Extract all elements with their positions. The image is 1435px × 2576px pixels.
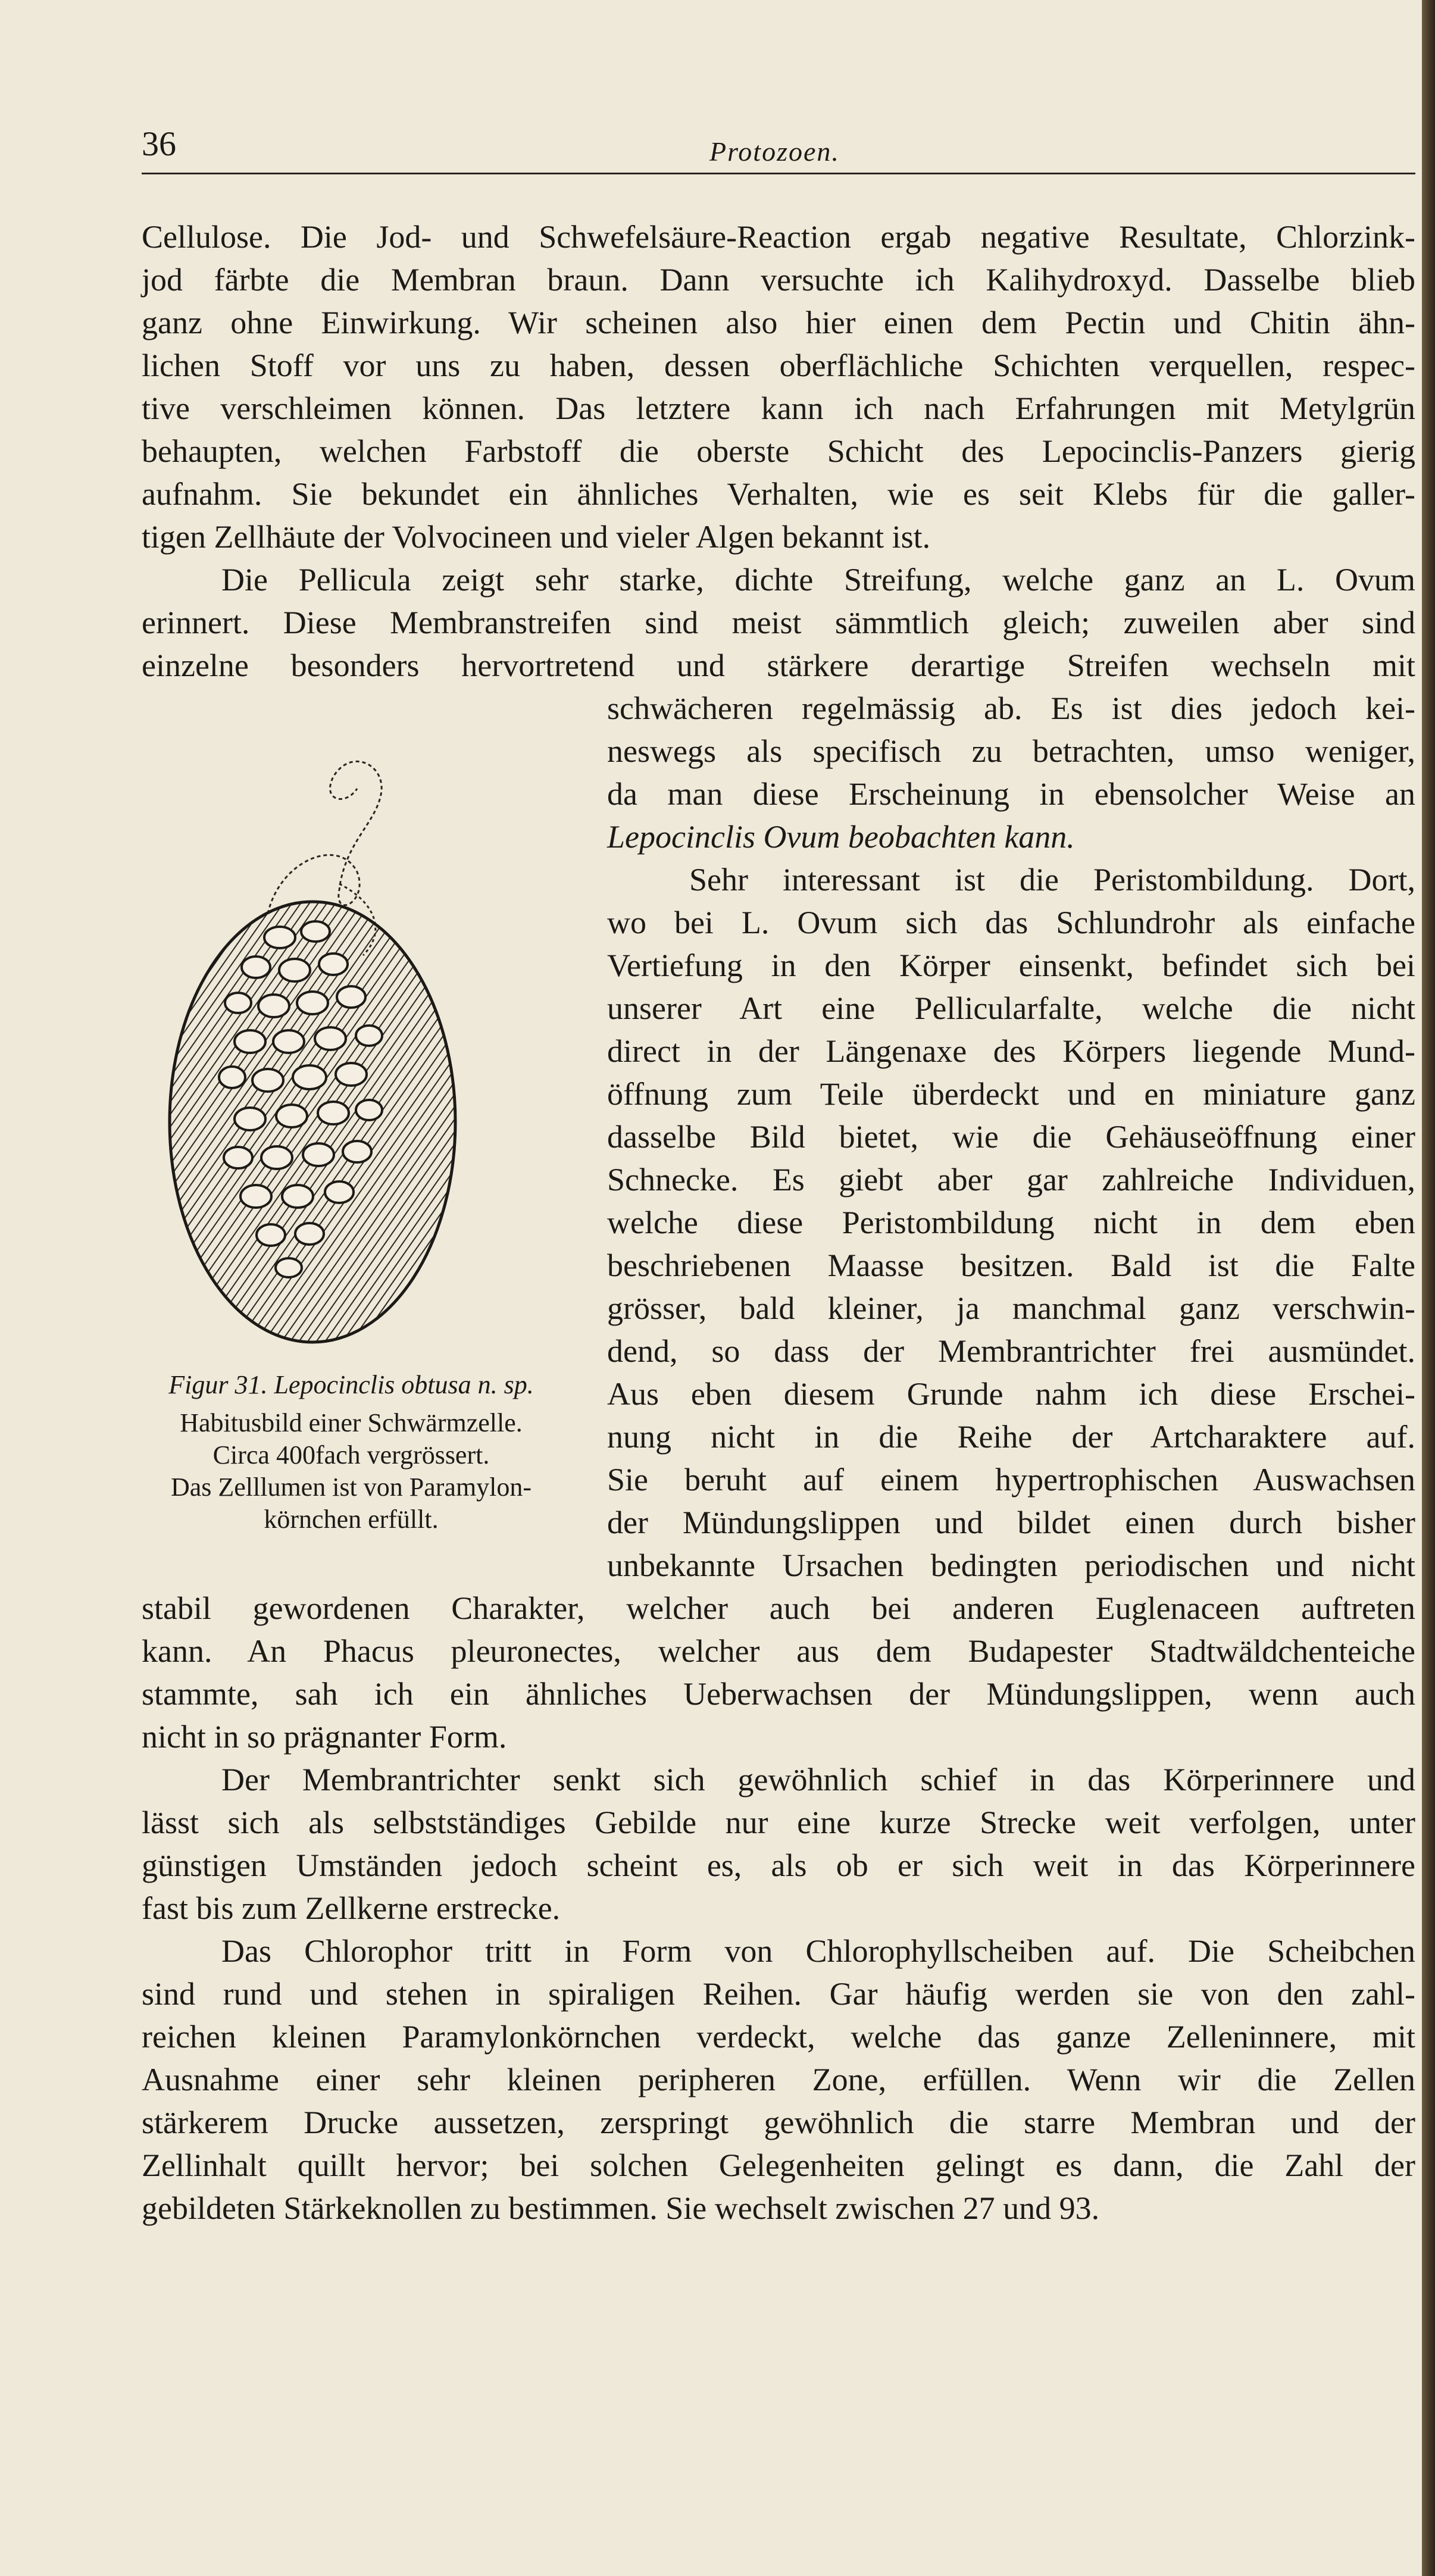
text-line: sind rund und stehen in spiraligen Reihen. Gar häufig werden sie von den zahl- — [142, 1976, 1415, 2012]
text-line: kann. An Phacus pleuronectes, welcher aus dem Budapester Stadtwäldchenteiche — [142, 1633, 1415, 1669]
text-line: fast bis zum Zellkerne erstrecke. — [142, 1890, 561, 1926]
text-line: Sehr interessant ist die Peristombildung. Dort, — [689, 862, 1415, 898]
text-line: Vertiefung in den Körper einsenkt, befindet sich bei — [607, 948, 1415, 983]
text-line: Sie beruht auf einem hypertrophischen Auswachsen — [607, 1462, 1415, 1498]
text-line: gebildeten Stärkeknollen zu bestimmen. Sie wechselt zwischen 27 und 93. — [142, 2190, 1100, 2226]
text-line: stabil gewordenen Charakter, welcher auch bei anderen Euglenaceen auftreten — [142, 1590, 1415, 1626]
text-line: welche diese Peristombildung nicht in dem eben — [607, 1205, 1415, 1240]
figure-caption-line: Habitusbild einer Schwärmzelle. — [180, 1408, 523, 1437]
text-line: grösser, bald kleiner, ja manchmal ganz verschwin- — [607, 1290, 1415, 1326]
figure-caption-line: Das Zelllumen ist von Paramylon- — [170, 1473, 532, 1502]
text-line: direct in der Längenaxe des Körpers liegende Mund- — [607, 1033, 1415, 1069]
text-line: schwächeren regelmässig ab. Es ist dies jedoch kei- — [607, 690, 1415, 726]
text-line: erinnert. Diese Membranstreifen sind meist sämmtlich gleich; zuweilen aber sind — [142, 605, 1415, 640]
text-line: dend, so dass der Membrantrichter frei ausmündet. — [607, 1333, 1415, 1369]
text-line: jod färbte die Membran braun. Dann versuchte ich Kalihydroxyd. Dasselbe blieb — [142, 262, 1415, 298]
text-line: Lepocinclis Ovum beobachten kann. — [607, 819, 1075, 855]
text-line: ganz ohne Einwirkung. Wir scheinen also hier einen dem Pectin und Chitin ähn- — [142, 305, 1415, 340]
text-line: unserer Art eine Pellicularfalte, welche die nicht — [607, 990, 1415, 1026]
figure-caption-line: körnchen erfüllt. — [264, 1505, 439, 1534]
text-line: lässt sich als selbstständiges Gebilde nur eine kurze Strecke weit verfolgen, unter — [142, 1805, 1415, 1840]
text-line: Zellinhalt quillt hervor; bei solchen Gelegenheiten gelingt es dann, die Zahl der — [142, 2147, 1415, 2183]
text-line: Die Pellicula zeigt sehr starke, dichte Streifung, welche ganz an L. Ovum — [221, 562, 1415, 598]
figure-caption-label: Figur 31. Lepocinclis obtusa n. sp. — [168, 1370, 534, 1399]
text-line: lichen Stoff vor uns zu haben, dessen oberflächliche Schichten verquellen, respec- — [142, 348, 1415, 383]
book-spine-shadow — [1422, 0, 1435, 2576]
text-line: öffnung zum Teile überdeckt und en miniature ganz — [607, 1076, 1415, 1112]
text-line: tive verschleimen können. Das letztere kann ich nach Erfahrungen mit Metylgrün — [142, 390, 1415, 426]
page-number: 36 — [142, 124, 176, 163]
text-line: neswegs als specifisch zu betrachten, umso weniger, — [607, 733, 1415, 769]
text-line: einzelne besonders hervortretend und stärkere derartige Streifen wechseln mit — [142, 648, 1415, 683]
text-line: aufnahm. Sie bekundet ein ähnliches Verhalten, wie es seit Klebs für die galler- — [142, 476, 1415, 512]
text-line: Das Chlorophor tritt in Form von Chlorophyllscheiben auf. Die Scheibchen — [221, 1933, 1415, 1969]
text-line: Aus eben diesem Grunde nahm ich diese Erschei- — [607, 1376, 1415, 1412]
figure-lepocinclis-illustration — [161, 741, 571, 1375]
text-line: beschriebenen Maasse besitzen. Bald ist die Falte — [607, 1248, 1415, 1283]
header-rule — [142, 173, 1415, 174]
text-line: nicht in so prägnanter Form. — [142, 1719, 507, 1755]
text-line: der Mündungslippen und bildet einen durch bisher — [607, 1505, 1415, 1540]
figure-caption-line: Circa 400fach vergrössert. — [212, 1440, 490, 1470]
text-line: behaupten, welchen Farbstoff die oberste Schicht des Lepocinclis-Panzers gierig — [142, 433, 1415, 469]
text-line: günstigen Umständen jedoch scheint es, als ob er sich weit in das Körperinnere — [142, 1847, 1415, 1883]
running-title: Protozoen. — [709, 136, 840, 167]
text-line: dasselbe Bild bietet, wie die Gehäuseöffnung einer — [607, 1119, 1415, 1155]
text-line: stärkerem Drucke aussetzen, zerspringt gewöhnlich die starre Membran und der — [142, 2105, 1415, 2140]
text-line: reichen kleinen Paramylonkörnchen verdeckt, welche das ganze Zelleninnere, mit — [142, 2019, 1415, 2055]
text-line: tigen Zellhäute der Volvocineen und vieler Algen bekannt ist. — [142, 519, 931, 555]
text-line: Schnecke. Es giebt aber gar zahlreiche Individuen, — [607, 1162, 1415, 1198]
text-line: Cellulose. Die Jod- und Schwefelsäure-Reaction ergab negative Resultate, Chlorzink- — [142, 219, 1415, 255]
text-line: stammte, sah ich ein ähnliches Ueberwachsen der Mündungslippen, wenn auch — [142, 1676, 1415, 1712]
text-line: unbekannte Ursachen bedingten periodischen und nicht — [607, 1548, 1415, 1583]
text-line: da man diese Erscheinung in ebensolcher Weise an — [607, 776, 1415, 812]
text-line: wo bei L. Ovum sich das Schlundrohr als einfache — [607, 905, 1415, 940]
text-line: nung nicht in die Reihe der Artcharaktere auf. — [607, 1419, 1415, 1455]
text-line: Ausnahme einer sehr kleinen peripheren Zone, erfüllen. Wenn wir die Zellen — [142, 2062, 1415, 2097]
text-line: Der Membrantrichter senkt sich gewöhnlich schief in das Körperinnere und — [221, 1762, 1415, 1797]
